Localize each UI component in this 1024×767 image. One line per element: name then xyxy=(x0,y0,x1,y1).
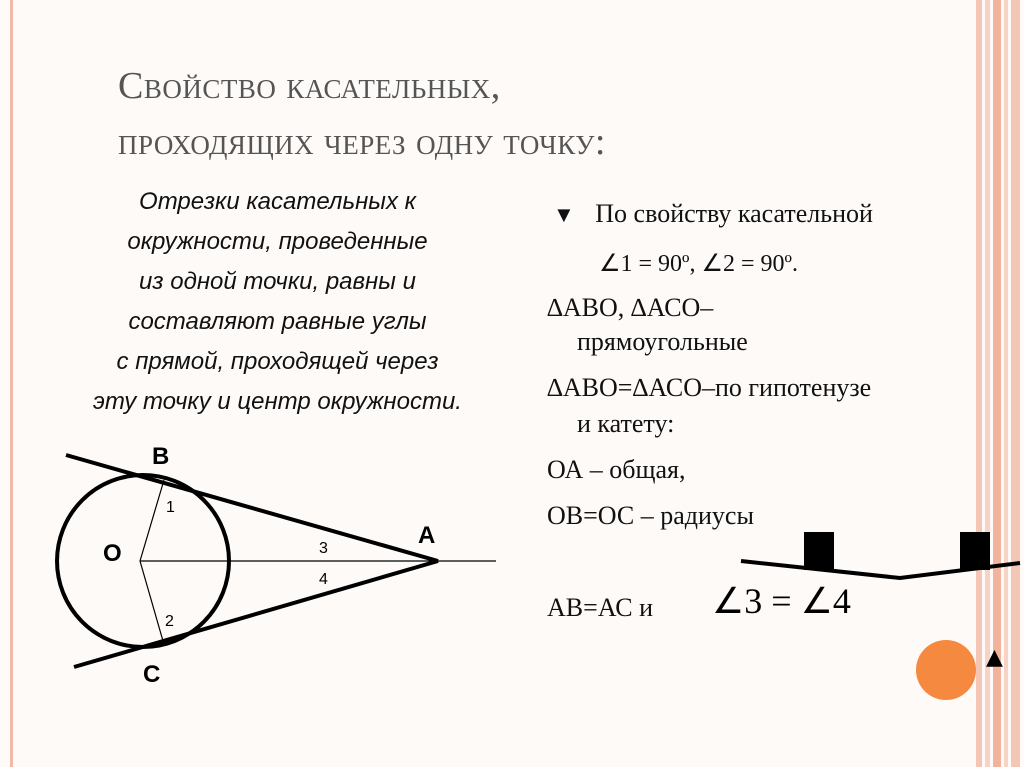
proof-line-3: ∆АВО, ∆АСО– xyxy=(547,293,714,322)
proof-line-6: и катету: xyxy=(577,409,675,438)
proof-line-4: прямоугольные xyxy=(577,327,748,356)
proof-line-5: ∆АВО=∆АСО–по гипотенузе xyxy=(547,373,872,402)
balance-weight-left-icon xyxy=(804,532,834,570)
title-line-1: Свойство касательных, xyxy=(118,65,501,107)
proof-end-marker-icon: ▲ xyxy=(986,645,1003,670)
tangent-line-ac xyxy=(74,561,438,667)
point-label-a: A xyxy=(418,522,436,549)
angle-label-2: 2 xyxy=(165,613,174,630)
conclusion-equation: ∠3 = ∠4 xyxy=(712,581,851,621)
angle-equation: ∠1 = 90º, ∠2 = 90º. xyxy=(599,251,798,277)
theorem-line: окружности, проведенные xyxy=(127,228,428,255)
radius-oc xyxy=(140,561,163,641)
theorem-line: из одной точки, равны и xyxy=(139,268,416,295)
theorem-line: составляют равные углы xyxy=(128,308,427,335)
point-label-o: O xyxy=(103,540,122,567)
angle-label-1: 1 xyxy=(166,499,175,516)
proof-line-1: ▼ По свойству касательной xyxy=(553,199,873,228)
point-label-c: C xyxy=(143,661,161,688)
balance-weight-right-icon xyxy=(960,532,990,570)
proof-line-8: ОВ=ОС – радиусы xyxy=(547,501,754,530)
theorem-line: с прямой, проходящей через xyxy=(116,348,439,375)
point-label-b: B xyxy=(152,443,170,470)
orange-circle-decoration xyxy=(916,640,976,700)
proof-start-marker-icon: ▼ xyxy=(553,202,575,227)
title-line-2: проходящих через одну точку: xyxy=(118,121,606,163)
angle-label-3: 3 xyxy=(319,540,328,557)
theorem-line: эту точку и центр окружности. xyxy=(93,388,462,415)
proof-line-7: ОА – общая, xyxy=(547,455,686,484)
radius-ob xyxy=(140,480,164,561)
theorem-line: Отрезки касательных к xyxy=(139,188,416,215)
tangent-line-ab xyxy=(66,455,438,561)
angle-label-4: 4 xyxy=(319,571,328,588)
proof-conclusion-text: АВ=АС и xyxy=(547,593,654,622)
